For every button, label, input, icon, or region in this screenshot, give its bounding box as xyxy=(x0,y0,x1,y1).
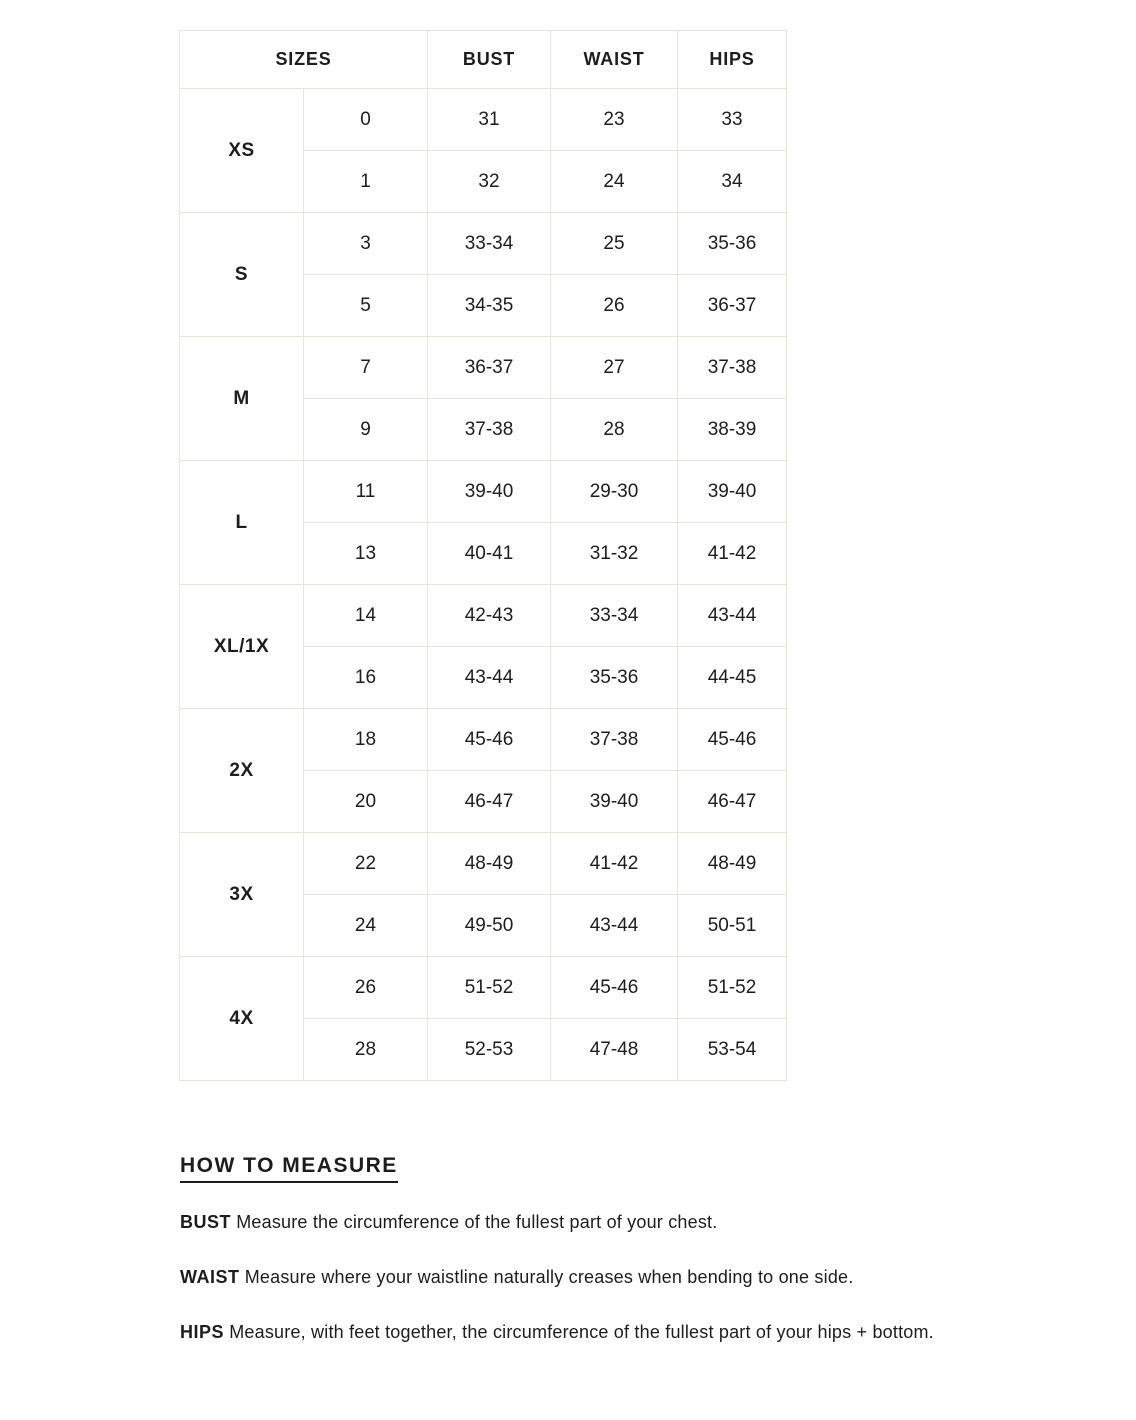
cell-size: 18 xyxy=(304,709,428,771)
cell-bust: 48-49 xyxy=(428,833,551,895)
cell-hips: 51-52 xyxy=(678,957,787,1019)
size-group-label-4x: 4X xyxy=(180,957,304,1081)
cell-waist: 31-32 xyxy=(551,523,678,585)
size-chart-table xyxy=(179,30,787,1081)
cell-waist: 45-46 xyxy=(551,957,678,1019)
column-header-hips: HIPS xyxy=(678,31,787,89)
cell-waist: 33-34 xyxy=(551,585,678,647)
column-header-bust: BUST xyxy=(428,31,551,89)
cell-waist: 39-40 xyxy=(551,771,678,833)
cell-size: 1 xyxy=(304,151,428,213)
cell-bust: 40-41 xyxy=(428,523,551,585)
size-group-label-2x: 2X xyxy=(180,709,304,833)
cell-hips: 34 xyxy=(678,151,787,213)
cell-waist: 25 xyxy=(551,213,678,275)
cell-waist: 26 xyxy=(551,275,678,337)
cell-bust: 36-37 xyxy=(428,337,551,399)
size-group-label-xs: XS xyxy=(180,89,304,213)
table-row xyxy=(180,957,787,1019)
size-chart-header xyxy=(180,31,787,89)
cell-size: 24 xyxy=(304,895,428,957)
column-header-sizes: SIZES xyxy=(180,31,428,89)
cell-hips: 36-37 xyxy=(678,275,787,337)
cell-waist: 35-36 xyxy=(551,647,678,709)
table-row xyxy=(180,461,787,523)
cell-size: 7 xyxy=(304,337,428,399)
cell-size: 28 xyxy=(304,1019,428,1081)
column-header-waist: WAIST xyxy=(551,31,678,89)
cell-hips: 35-36 xyxy=(678,213,787,275)
cell-bust: 52-53 xyxy=(428,1019,551,1081)
table-row xyxy=(180,585,787,647)
cell-hips: 39-40 xyxy=(678,461,787,523)
cell-waist: 28 xyxy=(551,399,678,461)
measure-text-bust: Measure the circumference of the fullest part of your chest. xyxy=(236,1212,718,1232)
cell-size: 3 xyxy=(304,213,428,275)
cell-bust: 51-52 xyxy=(428,957,551,1019)
how-to-measure-title: HOW TO MEASURE xyxy=(180,1153,398,1183)
cell-hips: 48-49 xyxy=(678,833,787,895)
size-chart xyxy=(179,30,787,1081)
measure-text-waist: Measure where your waistline naturally creases when bending to one side. xyxy=(244,1267,854,1287)
cell-size: 16 xyxy=(304,647,428,709)
cell-bust: 43-44 xyxy=(428,647,551,709)
cell-size: 11 xyxy=(304,461,428,523)
table-row xyxy=(180,833,787,895)
cell-waist: 47-48 xyxy=(551,1019,678,1081)
cell-hips: 41-42 xyxy=(678,523,787,585)
cell-hips: 46-47 xyxy=(678,771,787,833)
measure-label-bust: BUST xyxy=(180,1212,231,1232)
size-chart-body xyxy=(180,89,787,1081)
size-group-label-l: L xyxy=(180,461,304,585)
cell-hips: 44-45 xyxy=(678,647,787,709)
table-row xyxy=(180,337,787,399)
cell-waist: 29-30 xyxy=(551,461,678,523)
cell-bust: 39-40 xyxy=(428,461,551,523)
cell-size: 22 xyxy=(304,833,428,895)
cell-waist: 37-38 xyxy=(551,709,678,771)
cell-size: 9 xyxy=(304,399,428,461)
cell-size: 20 xyxy=(304,771,428,833)
cell-hips: 50-51 xyxy=(678,895,787,957)
table-row xyxy=(180,213,787,275)
cell-waist: 23 xyxy=(551,89,678,151)
cell-size: 14 xyxy=(304,585,428,647)
measure-label-hips: HIPS xyxy=(180,1322,225,1342)
measure-text-hips: Measure, with feet together, the circumference of the fullest part of your hips + bottom. xyxy=(229,1322,934,1342)
cell-size: 5 xyxy=(304,275,428,337)
cell-bust: 49-50 xyxy=(428,895,551,957)
cell-hips: 33 xyxy=(678,89,787,151)
size-group-label-s: S xyxy=(180,213,304,337)
header-row xyxy=(180,31,787,89)
table-row xyxy=(180,89,787,151)
cell-waist: 43-44 xyxy=(551,895,678,957)
how-to-measure-section xyxy=(180,1153,1110,1343)
cell-bust: 46-47 xyxy=(428,771,551,833)
measure-instruction-bust xyxy=(180,1211,1110,1233)
size-group-label-m: M xyxy=(180,337,304,461)
cell-hips: 45-46 xyxy=(678,709,787,771)
cell-bust: 34-35 xyxy=(428,275,551,337)
cell-waist: 41-42 xyxy=(551,833,678,895)
measure-label-waist: WAIST xyxy=(180,1267,240,1287)
measure-instruction-waist xyxy=(180,1266,1110,1288)
cell-bust: 37-38 xyxy=(428,399,551,461)
cell-bust: 31 xyxy=(428,89,551,151)
cell-hips: 38-39 xyxy=(678,399,787,461)
cell-bust: 42-43 xyxy=(428,585,551,647)
cell-hips: 53-54 xyxy=(678,1019,787,1081)
cell-bust: 33-34 xyxy=(428,213,551,275)
cell-size: 13 xyxy=(304,523,428,585)
size-group-label-xl-1x: XL/1X xyxy=(180,585,304,709)
table-row xyxy=(180,709,787,771)
cell-bust: 32 xyxy=(428,151,551,213)
size-group-label-3x: 3X xyxy=(180,833,304,957)
measure-instruction-hips xyxy=(180,1321,1110,1343)
cell-hips: 37-38 xyxy=(678,337,787,399)
cell-waist: 27 xyxy=(551,337,678,399)
cell-bust: 45-46 xyxy=(428,709,551,771)
cell-size: 0 xyxy=(304,89,428,151)
cell-waist: 24 xyxy=(551,151,678,213)
cell-size: 26 xyxy=(304,957,428,1019)
cell-hips: 43-44 xyxy=(678,585,787,647)
